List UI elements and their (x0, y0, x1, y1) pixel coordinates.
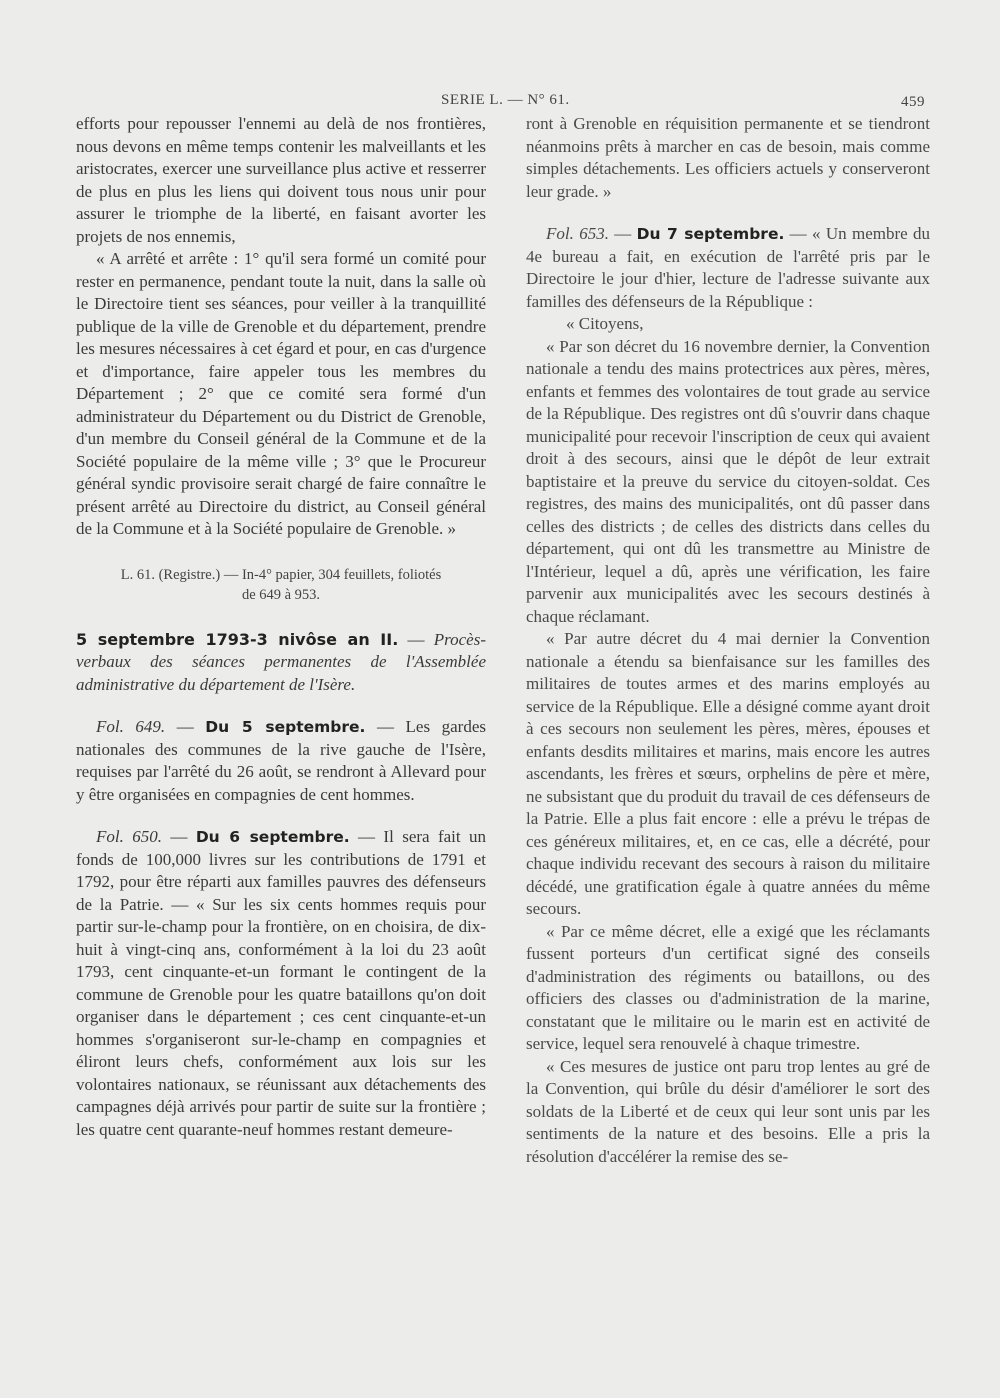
paragraph: « A arrêté et arrête : 1° qu'il sera formé un comité pour rester en permanence, pendant toute la nuit, dans la salle où le Directoire tient ses séances, pour veiller à la tranquillité publique de la ville de Grenoble et du département, prendre les mesures nécessaires à cet égard et pour, en cas d'urgence et d'importance, faire appeler tous les membres du Département ; 2° que ce comité sera formé d'un administrateur du Département ou du District de Grenoble, d'un membre du Conseil général de la Commune et de la Société populaire de la même ville ; 3° que le Procureur général syndic provisoire serait chargé de faire connaître le présent arrêté au Directoire du district, au Conseil général de la Commune et à la Société populaire de Grenoble. » (76, 249, 486, 538)
paragraph: « Par ce même décret, elle a exigé que les réclamants fussent porteurs d'un certificat signé des conseils d'administration des régiments ou bataillons, ou des officiers des classes ou d'administration de la marine, constatant que le militaire ou le marin est en activité de service, lequel sera renouvelé à chaque trimestre. (526, 921, 930, 1053)
folio-reference: Fol. 650. (96, 827, 163, 846)
folio-entry (76, 716, 486, 806)
folio-day: Du 7 septembre. (636, 225, 785, 243)
folio-reference: Fol. 649. (96, 717, 166, 736)
heading-title: Procès-verbaux des séances permanentes de l'Assemblée administrative du département de l'Isère. (76, 629, 487, 694)
folio-text: — « Un membre du 4e bureau a fait, en exécution de l'arrêté pris par le Directoire le jour d'hier, lecture de l'adresse suivante aux familles des défenseurs de la République : (526, 224, 931, 311)
heading-date: 5 septembre 1793-3 nivôse an II. (76, 629, 399, 649)
folio-dash: — (162, 827, 196, 846)
left-column (76, 113, 486, 1141)
folio-day: Du 6 septembre. (195, 828, 350, 846)
folio-day: Du 5 septembre. (205, 718, 366, 736)
folio-text: — Les gardes nationales des communes de la rive gauche de l'Isère, requises par l'arrêté du 26 août, se rendront à Allevard pour y être organisées en compagnies de cent hommes. (76, 717, 486, 804)
archive-reference-line: de 649 à 953. (241, 586, 321, 603)
folio-reference: Fol. 653. (546, 224, 609, 243)
folio-entry (76, 826, 486, 1141)
page-number: 459 (901, 94, 925, 110)
section-heading (76, 629, 486, 697)
paragraph: efforts pour repousser l'ennemi au delà de nos frontières, nous devons en même temps contenir les malveillants et les aristocrates, exercer une surveillance plus active et resserrer de plus en plus les liens qui doivent tous nous unir pour assurer le triomphe de la liberté, en faisant avorter les projets de nos ennemis, (76, 114, 486, 246)
archive-reference (76, 565, 486, 605)
folio-dash: — (608, 224, 637, 243)
series-label: SERIE L. — N° 61. (441, 92, 570, 108)
folio-entry (526, 223, 930, 313)
right-column (526, 113, 930, 1168)
paragraph: ront à Grenoble en réquisition permanente et se tiendront néanmoins prêts à marcher en cas de besoin, mais comme simples détachements. Les officiers actuels y conserveront leur grade. » (526, 114, 930, 201)
paragraph: « Par son décret du 16 novembre dernier, la Convention nationale a tendu des mains protectrices aux pères, mères, enfants et femmes des volontaires de tout grade au service de la République. Des registres ont dû s'ouvrir dans chaque municipalité pour recevoir l'inscription de ceux qui avaient droit à des secours, ainsi que le dépôt de leur extrait baptistaire et la preuve du service du citoyen-soldat. Ces registres, des mains des municipalités, ont dû passer dans celles des districts ; de celles des districts dans celles du département, qui ont dû les transmettre au Ministre de l'Intérieur, lequel a dû, après une vérification, les faire parvenir aux municipalités avec les secours destinés à chaque réclamant. (526, 336, 930, 626)
paragraph: « Par autre décret du 4 mai dernier la Convention nationale a étendu sa bienfaisance sur les familles des militaires de toutes armes et des marins employés au service de la République. Elle a désigné comme ayant droit à ces secours non seulement les pères, mères, épouses et enfants desdits militaires et marins, mais encore les autres ascendants, les frères et sœurs, orphelins de père et mère, ne subsistant que du produit du travail de ces défenseurs de la Patrie. Elle a plus fait encore : elle a prévu le trépas de ces généreux militaires, et, en ce cas, elle a décrété, pour chaque individu recevant des secours à raison du militaire décédé, une gratification égale à quatre années du même secours. (526, 629, 930, 918)
paragraph: « Ces mesures de justice ont paru trop lentes au gré de la Convention, qui brûle du désir d'améliorer le sort des soldats de la Liberté et de ceux qui leur sont unis par les sentiments de la nature et des besoins. Elle a pris la résolution d'accélérer la remise des se- (526, 1056, 930, 1166)
heading-dash: — (398, 629, 434, 649)
folio-text: — Il sera fait un fonds de 100,000 livres sur les contributions de 1791 et 1792, pour être réparti aux familles pauvres des défenseurs de la Patrie. — « Sur les six cents hommes requis pour partir sur-le-champ pour la frontière, on en choisira, de dix-huit à vingt-cinq ans, conformément à la loi du 23 août 1793, cent cinquante-et-un formant le contingent de la commune de Grenoble pour les quatre bataillons qu'on doit organiser dans le département ; ces cent cinquante-et-un hommes s'organiseront sur-le-champ en compagnies et éliront leurs chefs, conformément aux lois sur les volontaires nationaux, se réunissant aux détachements des campagnes déjà arrivés pour partir de suite sur la frontière ; les quatre cent quarante-neuf hommes restant demeure- (76, 827, 487, 1139)
salutation: « Citoyens, (566, 314, 644, 333)
folio-dash: — (165, 717, 206, 736)
running-header (0, 92, 1000, 114)
archive-reference-line: L. 61. (Registre.) — In-4° papier, 304 feuillets, foliotés (120, 566, 442, 583)
